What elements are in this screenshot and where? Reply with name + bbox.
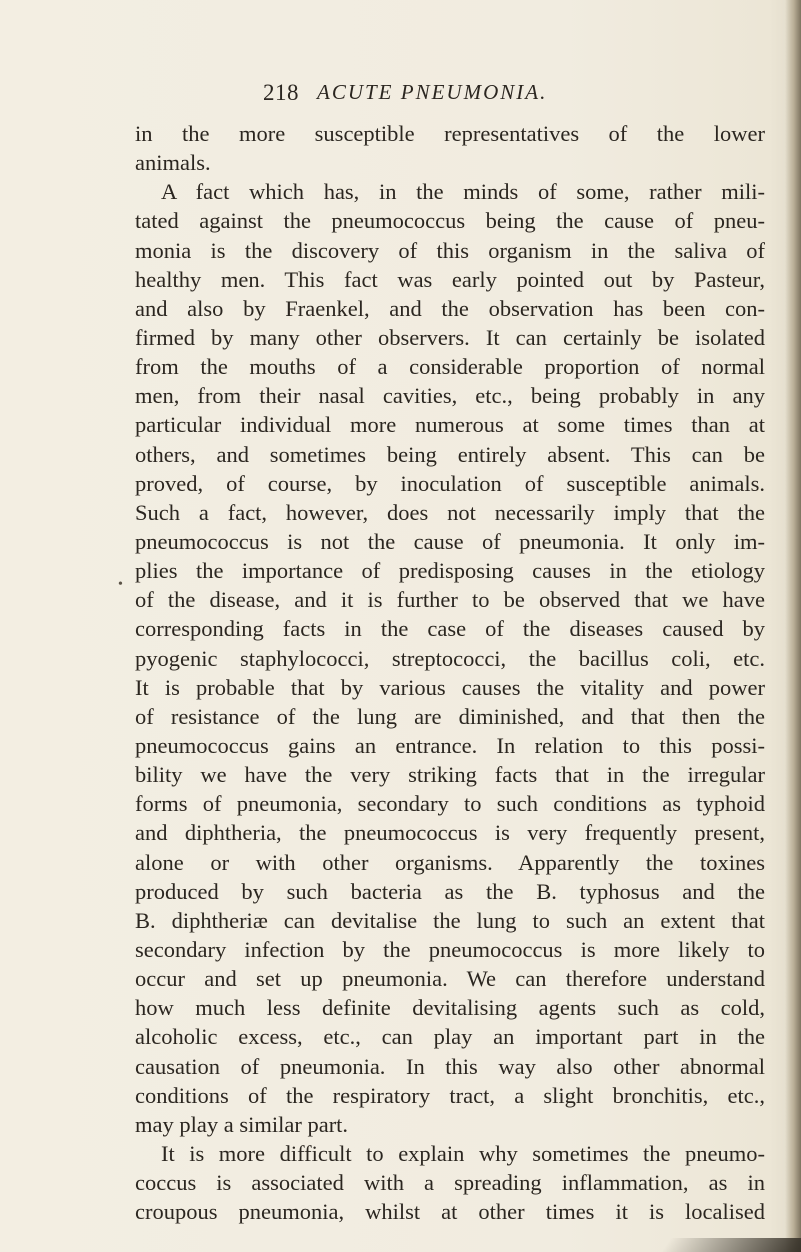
text-line: forms of pneumonia, secondary to such conditions as typhoid	[135, 791, 765, 817]
text-line: may play a similar part.	[135, 1111, 349, 1137]
text-line: firmed by many other observers. It can certainly be isolated	[135, 324, 765, 350]
text-line: tated against the pneumococcus being the cause of pneu-	[135, 208, 765, 234]
text-line: of resistance of the lung are diminished, and that then the	[135, 703, 765, 729]
text-line: A fact which has, in the minds of some, rather mili-	[161, 179, 765, 205]
text-line: pneumococcus is not the cause of pneumonia. It only im-	[135, 528, 765, 554]
text-line: conditions of the respiratory tract, a slight bronchitis, etc.,	[135, 1082, 765, 1108]
body-text	[135, 119, 765, 1226]
text-line: croupous pneumonia, whilst at other times it is localised	[135, 1199, 765, 1225]
text-line: produced by such bacteria as the B. typhosus and the	[135, 878, 765, 904]
text-line: B. diphtheriæ can devitalise the lung to such an extent that	[135, 907, 765, 933]
text-line: and also by Fraenkel, and the observation has been con-	[135, 295, 765, 321]
text-line: It is probable that by various causes the vitality and power	[135, 674, 765, 700]
text-line: in the more susceptible representatives of the lower	[135, 121, 765, 146]
text-line: pyogenic staphylococci, streptococci, the bacillus coli, etc.	[135, 645, 765, 671]
text-line: of the disease, and it is further to be observed that we have	[135, 587, 765, 613]
text-line: from the mouths of a considerable proportion of normal	[135, 354, 765, 380]
text-line: secondary infection by the pneumococcus is more likely to	[135, 936, 765, 962]
running-head: ACUTE PNEUMONIA.	[317, 80, 548, 104]
text-line: alcoholic excess, etc., can play an important part in the	[135, 1024, 765, 1050]
margin-mark: •	[118, 577, 123, 592]
text-line: particular individual more numerous at some times than at	[135, 412, 765, 438]
page-number: 218	[263, 80, 299, 105]
text-line: coccus is associated with a spreading inflammation, as in	[135, 1170, 765, 1196]
text-line: corresponding facts in the case of the diseases caused by	[135, 616, 765, 642]
text-line: Such a fact, however, does not necessarily imply that the	[135, 499, 765, 525]
text-line: men, from their nasal cavities, etc., being probably in any	[135, 383, 765, 409]
text-line: healthy men. This fact was early pointed out by Pasteur,	[135, 266, 765, 292]
text-line: and diphtheria, the pneumococcus is very frequently present,	[135, 820, 765, 846]
text-line: plies the importance of predisposing causes in the etiology	[135, 558, 765, 584]
text-line: occur and set up pneumonia. We can therefore understand	[135, 966, 765, 992]
text-line: others, and sometimes being entirely absent. This can be	[135, 441, 765, 467]
text-line: monia is the discovery of this organism in the saliva of	[135, 237, 765, 263]
text-line: how much less definite devitalising agents such as cold,	[135, 995, 765, 1021]
text-line: proved, of course, by inoculation of susceptible animals.	[135, 470, 765, 496]
text-line: bility we have the very striking facts that in the irregular	[135, 762, 765, 788]
page-corner-shadow	[661, 1238, 801, 1252]
page-edge-shadow	[785, 0, 801, 1252]
text-line: causation of pneumonia. In this way also other abnormal	[135, 1053, 765, 1079]
text-line: pneumococcus gains an entrance. In relation to this possi-	[135, 732, 765, 758]
text-line: alone or with other organisms. Apparently the toxines	[135, 849, 765, 875]
text-line: animals.	[135, 150, 211, 176]
text-line: It is more difficult to explain why sometimes the pneumo-	[161, 1140, 765, 1166]
